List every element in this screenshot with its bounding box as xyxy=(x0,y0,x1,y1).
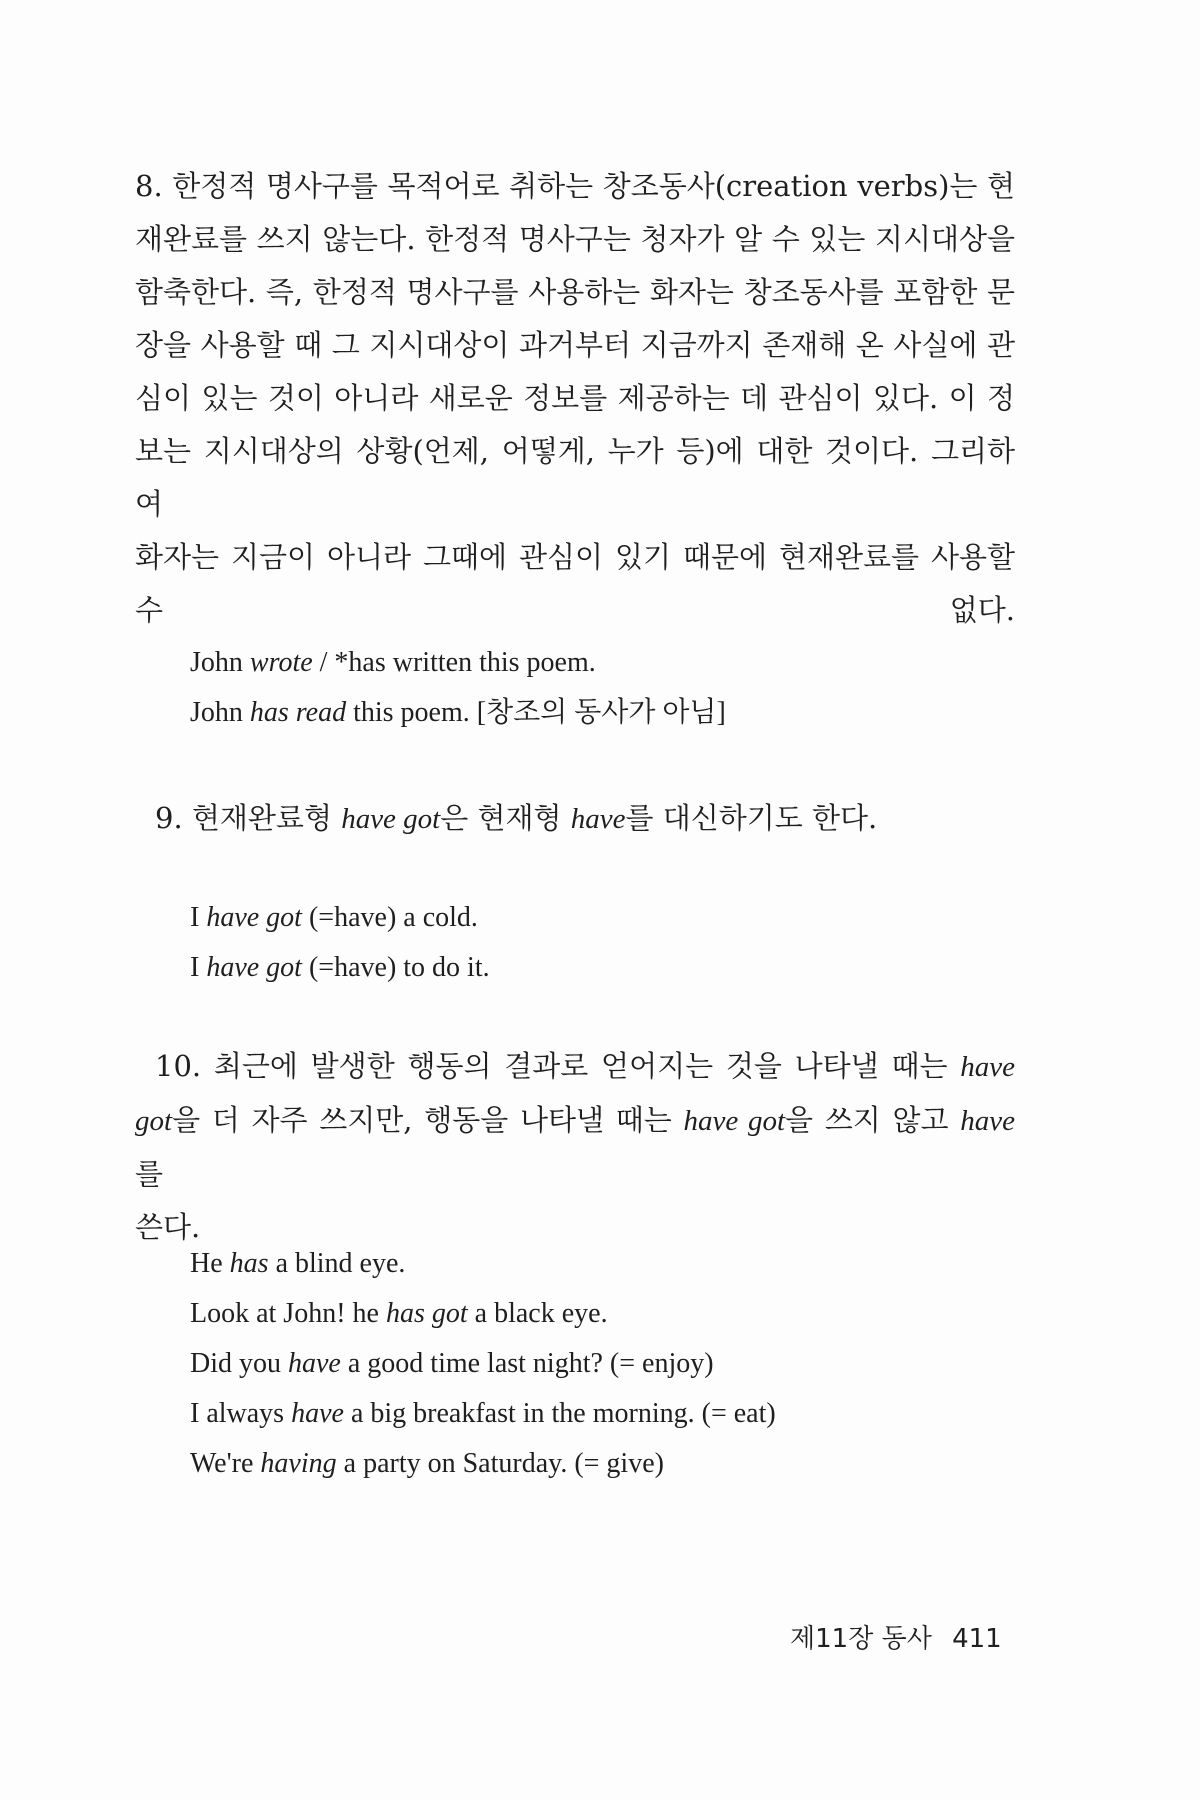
page-footer xyxy=(790,1618,1002,1655)
section-8-line: 화자는 지금이 아니라 그때에 관심이 있기 때문에 현재완료를 사용할 xyxy=(135,540,1015,574)
example-sentence: John wrote / *has written this poem. xyxy=(190,647,596,678)
section-8-line: 수 없다. xyxy=(135,593,1015,627)
example-sentence: We're having a party on Saturday. (= give) xyxy=(190,1448,664,1479)
section-10-examples xyxy=(190,1239,990,1489)
example-sentence: He has a blind eye. xyxy=(190,1248,406,1279)
section-10-line: 쓴다. xyxy=(135,1210,201,1244)
section-8-line: 재완료를 쓰지 않는다. 한정적 명사구는 청자가 알 수 있는 지시대상을 xyxy=(135,222,1015,256)
example-sentence: Look at John! he has got a black eye. xyxy=(190,1298,608,1329)
example-sentence: Did you have a good time last night? (= enjoy) xyxy=(190,1348,714,1379)
chapter-label: 제11장 동사 xyxy=(790,1624,932,1654)
example-sentence: I have got (=have) a cold. xyxy=(190,902,478,933)
example-sentence: John has read this poem. [창조의 동사가 아님] xyxy=(190,697,726,728)
section-10-line: 10. 최근에 발생한 행동의 결과로 얻어지는 것을 나타낼 때는 have xyxy=(155,1049,1015,1083)
section-10-paragraph xyxy=(135,1040,1015,1254)
section-9-heading: 9. 현재완료형 have got은 현재형 have를 대신하기도 한다. xyxy=(155,801,878,835)
section-10-line: got을 더 자주 쓰지만, 행동을 나타낼 때는 have got을 쓰지 않고 have를 xyxy=(135,1103,1015,1191)
section-8-examples xyxy=(190,638,990,738)
section-8-line: 8. 한정적 명사구를 목적어로 취하는 창조동사(creation verbs)는 현 xyxy=(135,169,1015,203)
section-8-line: 장을 사용할 때 그 지시대상이 과거부터 지금까지 존재해 온 사실에 관 xyxy=(135,328,1015,362)
section-8-paragraph xyxy=(135,160,1015,637)
section-8-line: 심이 있는 것이 아니라 새로운 정보를 제공하는 데 관심이 있다. 이 정 xyxy=(135,381,1015,415)
section-9-examples xyxy=(190,893,990,993)
page-number: 411 xyxy=(952,1624,1002,1654)
section-8-line: 함축한다. 즉, 한정적 명사구를 사용하는 화자는 창조동사를 포함한 문 xyxy=(135,275,1015,309)
section-8-line: 보는 지시대상의 상황(언제, 어떻게, 누가 등)에 대한 것이다. 그리하여 xyxy=(135,434,1015,521)
example-sentence: I have got (=have) to do it. xyxy=(190,952,490,983)
example-sentence: I always have a big breakfast in the morning. (= eat) xyxy=(190,1398,776,1429)
